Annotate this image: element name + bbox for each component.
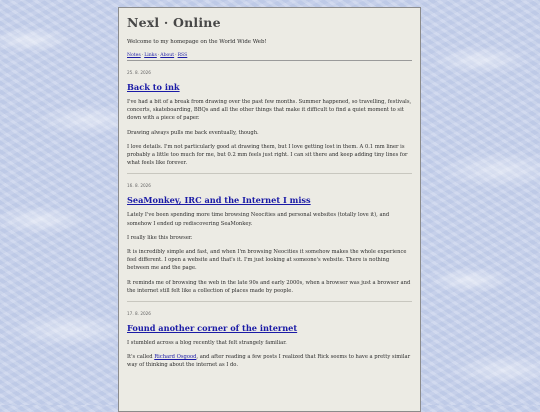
post-title	[127, 195, 412, 205]
post-back-to-ink	[127, 70, 412, 174]
site-tagline: Welcome to my homepage on the World Wide Web!	[127, 39, 267, 45]
post-divider	[127, 173, 412, 174]
nav-separator: ·	[175, 53, 177, 58]
nav-link-links[interactable]: Links	[144, 53, 157, 58]
post-title-link[interactable]: SeaMonkey, IRC and the Internet I miss	[127, 195, 311, 206]
post-paragraph: I've had a bit of a break from drawing over the past few months. Summer happened, so travelling, festivals, concerts, skateboarding, BBQs and all the other things that make it difficult to find a quiet moment to sit down with a piece of paper.	[127, 99, 412, 122]
post-paragraph: It reminds me of browsing the web in the late 90s and early 2000s, when a browser was just a browser and the internet still felt like a collection of places made by people.	[127, 279, 411, 294]
post-seamonkey	[127, 183, 412, 302]
richard-osgood-link[interactable]: Richard Osgood	[154, 354, 197, 361]
post-divider	[127, 301, 412, 302]
post-paragraph: Drawing always pulls me back eventually, though.	[127, 129, 259, 136]
post-date: 16. 8. 2026	[127, 183, 151, 189]
post-text: , and after reading a few posts I realized that Rick seems to have a pretty similar way of thinking about the internet as I do.	[127, 354, 411, 369]
post-text: It's called	[127, 354, 155, 361]
post-date: 25. 8. 2026	[127, 70, 151, 75]
post-paragraph: I stumbled across a blog recently that felt strangely familiar.	[127, 340, 287, 347]
post-paragraph: It is incredibly simple and fast, and when I'm browsing Neocities it somehow makes the whole experience feel different. I open a website and that's it. I'm just looking at someone's website. There is nothing between me and the page.	[127, 249, 407, 272]
nav-bar	[127, 53, 412, 59]
post-another-corner	[127, 311, 412, 370]
nav-separator: ·	[157, 53, 160, 58]
nav-link-rss[interactable]: RSS	[177, 53, 188, 58]
nav-link-notes[interactable]: Notes	[127, 53, 141, 58]
nav-link-about[interactable]: About	[160, 53, 175, 58]
post-title-link[interactable]: Back to ink	[127, 82, 180, 92]
post-paragraph: Lately I've been spending more time browsing Neocities and personal websites (totally love it), and somehow I ended up rediscovering SeaMonkey.	[127, 212, 390, 227]
post-title	[127, 82, 412, 92]
nav-separator: ·	[141, 53, 144, 58]
post-paragraph: I love details. I'm not particularly good at drawing them, but I love getting lost in them. A 0.1 mm liner is probably a little too much for me, but 0.2 mm feels just right. I can sit there and keep adding tiny lines for what feels like forever.	[127, 143, 408, 167]
header-divider	[127, 60, 412, 61]
post-title	[127, 323, 412, 333]
post-paragraph	[127, 353, 412, 369]
page-container	[118, 7, 421, 412]
post-title-link[interactable]: Found another corner of the internet	[127, 323, 298, 334]
post-date: 17. 8. 2026	[127, 311, 151, 317]
post-paragraph: I really like this browser.	[127, 234, 193, 241]
site-title: Nexl · Online	[127, 15, 221, 30]
